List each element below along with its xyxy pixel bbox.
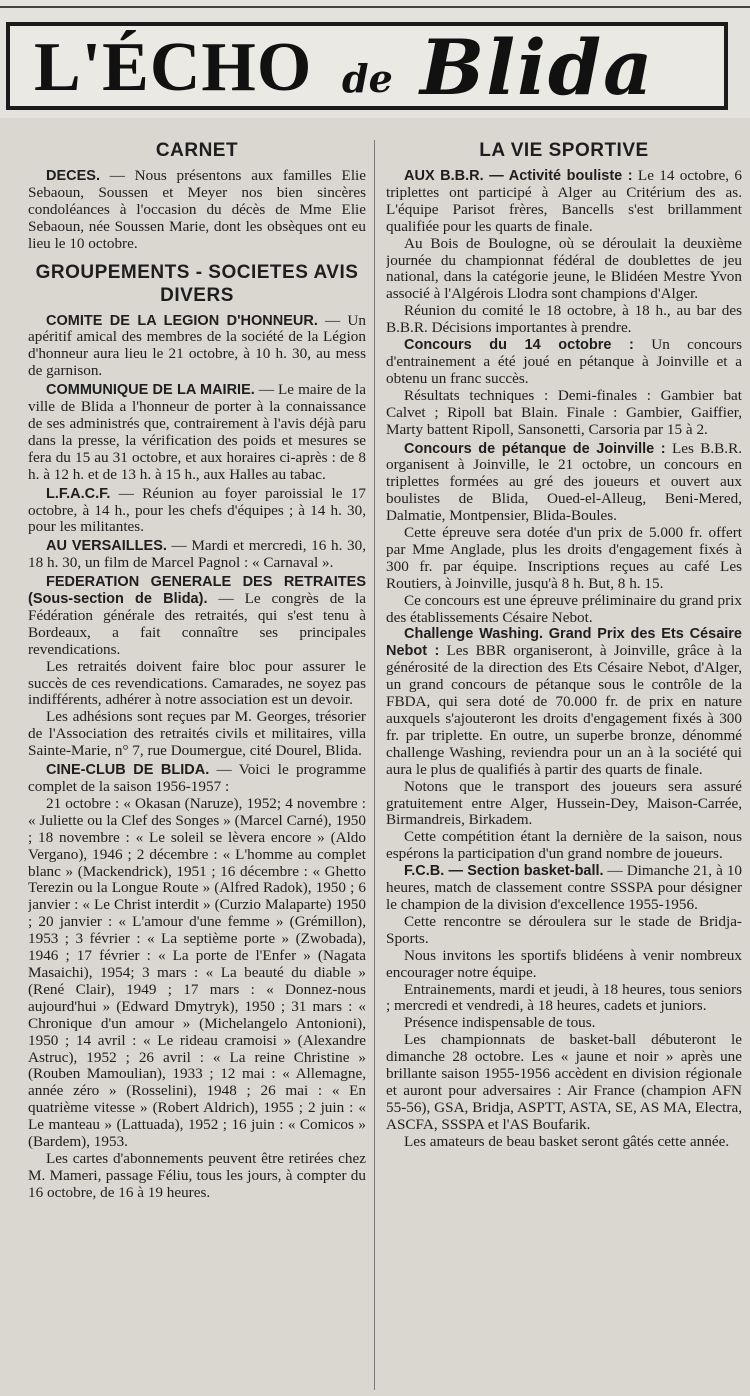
top-rule (0, 6, 750, 8)
fcb-paragraph (386, 863, 742, 914)
retraites-heading: FEDERATION GENERALE DES RETRAITES (Sous-section de Blida). (28, 574, 366, 608)
cineclub-cards: Les cartes d'abonnements peuvent être retirées chez M. Mameri, passage Féliu, tous les jours, à compter du 16 octobre, de 16 à 19 heures. (28, 1149, 366, 1201)
fcb-paragraph-3: Nous invitons les sportifs blidéens à venir nombreux encourager notre équipe. (386, 946, 742, 981)
concours14-paragraph (386, 337, 742, 388)
right-column (386, 140, 742, 1396)
fcb-paragraph-6: Les championnats de basket-ball débuteront le dimanche 28 octobre. Les « jaune et noir » après une brillante saison 1955-1956 accèdent en division régionale et auront pour adversaires : Air France (champion AFN 55-56), GSA, Bridja, ASPTT, ASTA, SE, AS MA, Electra, ASCFA, SSSPA et l'AS Boufarik. (386, 1031, 742, 1133)
versailles-heading: AU VERSAILLES. (46, 538, 167, 555)
versailles-text: — Mardi et mercredi, 16 h. 30, 18 h. 30, un film de Marcel Pagnol : « Carnaval ». (28, 537, 366, 572)
legion-paragraph (28, 313, 366, 381)
washing-paragraph-3: Cette compétition étant la dernière de la saison, nous espérons la participation d'un grand nombre de joueurs. (386, 828, 742, 863)
fcb-paragraph-5: Présence indispensable de tous. (404, 1014, 596, 1032)
joinville-paragraph-3: Ce concours est une épreuve préliminaire du grand prix des établissements Césaire Nebot. (386, 591, 742, 626)
masthead-box (6, 22, 728, 110)
mairie-heading: COMMUNIQUE DE LA MAIRIE. (46, 382, 255, 399)
lfacf-text: — Réunion au foyer paroissial le 17 octobre, à 14 h., pour les chefs d'équipes ; à 14 h. 30, pour les militantes. (28, 484, 366, 536)
fcb-heading: F.C.B. — Section basket-ball. (404, 863, 604, 880)
cineclub-text: — Voici le programme complet de la saison 1956-1957 : (28, 761, 366, 795)
fcb-paragraph-7: Les amateurs de beau basket seront gâtés cette année. (404, 1132, 730, 1150)
deces-heading: DECES. (46, 168, 100, 184)
deces-paragraph (28, 168, 366, 253)
concours14-results: Résultats techniques : Demi-finales : Gambier bat Calvet ; Ripoll bat Blain. Finale : Gambier, Gaiffier, Marty battent Ripoll, Sansonetti, Carsoria par 15 à 2. (386, 386, 742, 438)
washing-paragraph (386, 626, 742, 778)
retraites-paragraph-3: Les adhésions sont reçues par M. Georges, trésorier de l'Association des retraités civils et militaires, villa Sainte-Marie, n° 7, rue Doumergue, cité Dourel, Blida. (28, 708, 366, 760)
bbr-text: Le 14 octobre, 6 triplettes ont participé à Alger au Critérium des as. L'équipe Parisot frères, Bancells s'est brillamment qualifiée pour les quarts de finale. (386, 167, 742, 235)
joinville-text: Les B.B.R. organisent à Joinville, le 21 octobre, un concours en triplettes formées au gré des joueurs et ouvert aux boulistes de Blida, Oued-el-Alleug, Beni-Mered, Dalmatie, Montpensier, Blida-Boules. (386, 439, 742, 525)
cineclub-paragraph (28, 762, 366, 796)
lfacf-paragraph (28, 486, 366, 537)
concours14-text: Un concours d'entrainement a été joué en pétanque à Joinville et a obtenu un franc succès. (386, 336, 742, 387)
joinville-paragraph (386, 441, 742, 526)
deces-text: — Nous présentons aux familles Elie Sebaoun, Soussen et Meyer nos bien sincères condoléances à l'occasion du décès de Mme Elie Sebaoun, née Soussen Marie, dont les obsèques ont eu lieu le 10 octobre. (28, 167, 366, 252)
legion-text: — Un apéritif amical des membres de la société de la Légion d'honneur aura lieu le 21 octobre, à 10 h. 30, au mess de garnison. (28, 311, 366, 380)
cineclub-programme: 21 octobre : « Okasan (Naruze), 1952; 4 novembre : « Juliette ou la Clef des Songes » (Marcel Carné), 1950 ; 18 novembre : « Le soleil se lèvera encore » (Aldo Vergano), 1946 ; 2 décembre : « L'homme au complet blanc » (Mackendrick), 1951 ; 16 décembre : « Ghetto Terezin ou la Longue Route » (Alfred Radok), 1950 ; 6 janvier : « Le Christ interdit » (Curzio Malaparte) 1950 ; 20 janvier : « L'amour d'une femme » (Grémillon), 1953 ; 3 février : « La septième porte » (Zwobada), 1946 ; 17 février : « La porte de l'Enfer » (Nagata Masaichi), 1954; 3 mars : « La beauté du diable » (René Clair), 1949 ; 17 mars : « Donnez-nous aujourd'hui » (Edward Dmytryk), 1950 ; 31 mars : « Chronique d'un amour » (Michelangelo Antonioni), 1950 ; 14 avril : « Le rideau cramoisi » (Alexandre Astruc), 1952 ; 26 avril : « La reine Christine » (Rouben Mamoulian), 1933 ; 12 mai : « Allemagne, année zéro » (Rosselini), 1948 ; 26 mai : « En quatrième vitesse » (Robert Aldrich), 1955 ; 2 juin : « Le manteau » (Lattuada), 1952 ; 16 juin : « Comicos » (Bardem), 1953. (28, 794, 366, 1151)
concours14-heading: Concours du 14 octobre : (404, 337, 634, 354)
versailles-paragraph (28, 538, 366, 572)
sport-title: LA VIE SPORTIVE (479, 140, 649, 161)
fcb-text: — Dimanche 21, à 10 heures, match de classement contre SSSPA pour désigner le champion de la division d'excellence 1955-1956. (386, 862, 742, 913)
bbr-paragraph-2: Au Bois de Boulogne, où se déroulait la deuxième journée du championnat fédéral de doublettes de jeu national, dans la catégorie jeune, le Blidéen Mestre Yvon associé à l'Algérois Llodra sont champions d'Alger. (386, 234, 742, 303)
masthead-title-main: L'ÉCHO (34, 29, 313, 106)
washing-text: Les BBR organiseront, à Joinville, grâce à la générosité de la direction des Ets Césaire Nebot, d'Alger, un grand concours de pétanque sous le contrôle de la FBDA, qui sera doté de 70.000 fr. de prix en nature auxquels s'ajouteront les droits d'engagement fixés à 300 fr. par triplette. En outre, un superbe bronze, dénommé challenge Washing, reviendra pour un an à la société qui aura le plus de qualifiés à partir des quarts de finale. (386, 642, 742, 778)
masthead-title-city: Blida (420, 23, 655, 112)
joinville-paragraph-2: Cette épreuve sera dotée d'un prix de 5.000 fr. offert par Mme Anglade, plus les droits d'engagement fixés à 300 fr. par équipe. Inscriptions reçues au café Les Routiers, à Joinville, jusqu'à 8 h. But, 8 h. 15. (386, 524, 742, 592)
washing-heading: Challenge Washing. Grand Prix des Ets Césaire Nebot : (386, 626, 742, 660)
masthead-area (0, 0, 750, 118)
mairie-text: — Le maire de la ville de Blida a l'honneur de porter à la connaissance de ses administrés que, contrairement à l'avis déjà paru dans la presse, la vérification des poids et mesures se fera du 15 au 31 octobre, et aux horaires ci-après : de 8 h. à 12 h. et de 13 h. à 15 h., aux Halles au tabac. (28, 381, 366, 483)
cineclub-heading: CINE-CLUB DE BLIDA. (46, 762, 210, 779)
retraites-paragraph-2: Les retraités doivent faire bloc pour assurer le succès de ces revendications. Camarades, ne soyez pas indifférents, adhérer à notre association est un devoir. (28, 657, 366, 709)
lfacf-heading: L.F.A.C.F. (46, 485, 111, 502)
carnet-title: CARNET (155, 140, 239, 161)
masthead-title-de: de (342, 56, 393, 101)
washing-paragraph-2: Notons que le transport des joueurs sera assuré gratuitement entre Alger, Hussein-Dey, Maison-Carrée, Birmandreis, Birkadem. (386, 777, 742, 829)
mairie-paragraph (28, 382, 366, 483)
bbr-paragraph-3: Réunion du comité le 18 octobre, à 18 h., au bar des B.B.R. Décisions importantes à prendre. (386, 302, 742, 337)
groupements-title: GROUPEMENTS - SOCIETES AVIS DIVERS (35, 261, 359, 306)
retraites-paragraph (28, 574, 366, 659)
fcb-paragraph-4: Entrainements, mardi et jeudi, à 18 heures, tous seniors ; mercredi et vendredi, à 18 heures, cadets et juniors. (386, 980, 742, 1015)
joinville-heading: Concours de pétanque de Joinville : (404, 440, 666, 457)
left-column (28, 140, 366, 1396)
bbr-heading: AUX B.B.R. (404, 168, 484, 184)
bbr-paragraph (386, 168, 742, 236)
legion-heading: COMITE DE LA LEGION D'HONNEUR. (46, 312, 318, 329)
bbr-subheading: — Activité bouliste : (483, 168, 633, 184)
fcb-paragraph-2: Cette rencontre se déroulera sur le stade de Bridja-Sports. (386, 912, 742, 947)
retraites-text: — Le congrès de la Fédération générale des retraités, qui s'est tenu à Bordeaux, a fait connaître ses principales revendications. (28, 590, 366, 658)
column-divider (374, 140, 375, 1390)
